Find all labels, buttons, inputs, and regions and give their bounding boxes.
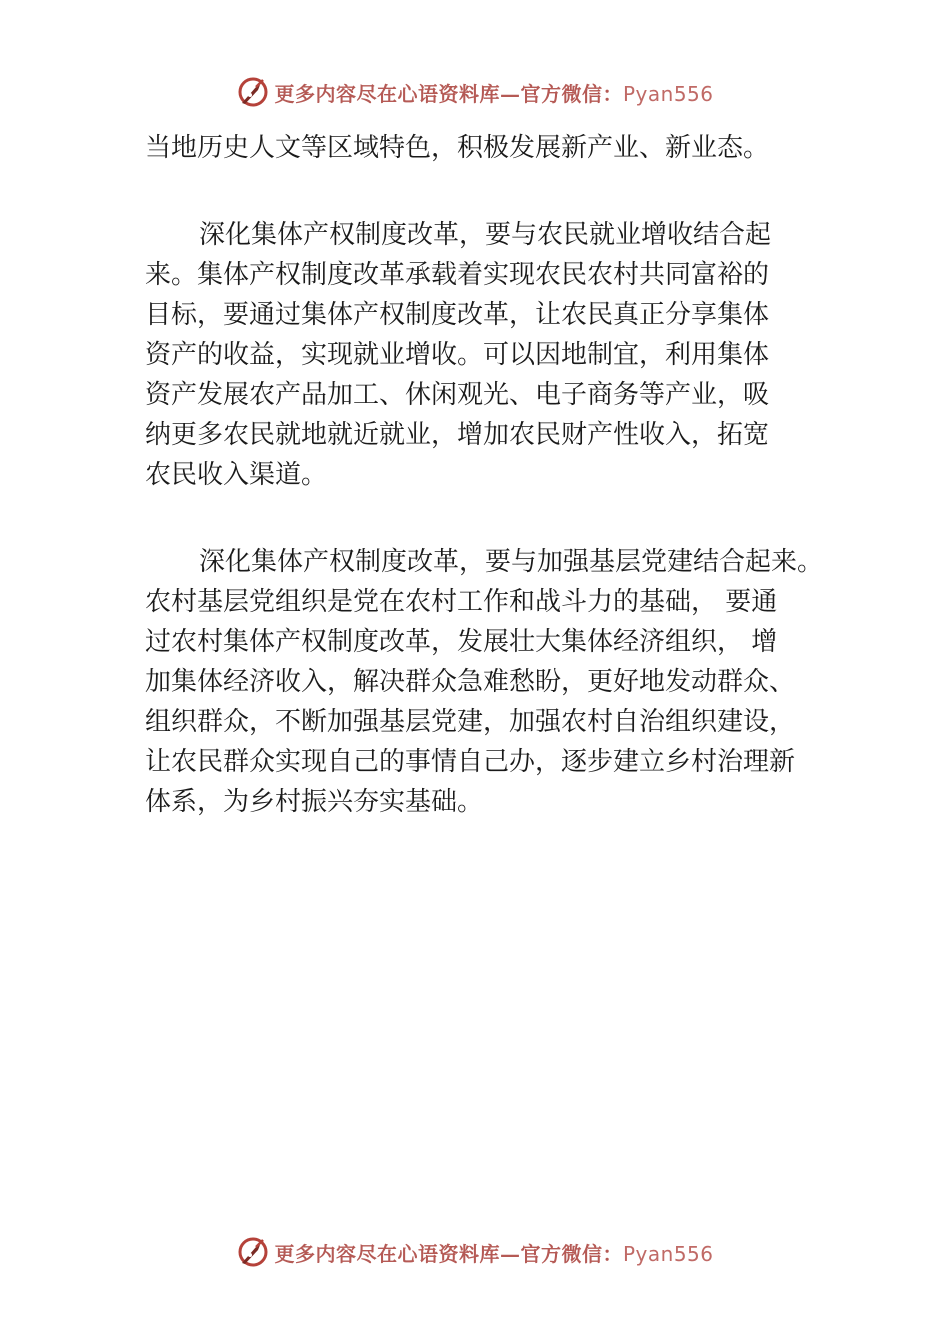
header-banner-wechat-id: Pyan556	[622, 81, 714, 106]
paragraph-1	[145, 128, 825, 168]
text-line: 来。集体产权制度改革承载着实现农民农村共同富裕的	[145, 260, 770, 290]
paragraph-2	[145, 215, 825, 495]
document-body	[145, 128, 825, 822]
text-line: 纳更多农民就地就近就业，增加农民财产性收入，拓宽	[145, 420, 770, 450]
pen-logo-icon	[236, 75, 270, 109]
paragraph-3	[145, 542, 825, 822]
footer-banner-cn: 更多内容尽在心语资料库—官方微信：	[274, 1241, 623, 1266]
text-line: 资产发展农产品加工、休闲观光、电子商务等产业，吸	[145, 380, 770, 410]
header-banner-cn: 更多内容尽在心语资料库—官方微信：	[274, 81, 623, 106]
text-line: 加集体经济收入，解决群众急难愁盼，更好地发动群众、	[145, 667, 796, 697]
text-line: 农村基层党组织是党在农村工作和战斗力的基础， 要通	[145, 587, 778, 617]
footer-banner-wechat-id: Pyan556	[622, 1241, 714, 1266]
text-line: 当地历史人文等区域特色，积极发展新产业、新业态。	[145, 133, 770, 163]
footer-banner-text	[274, 1238, 713, 1267]
text-line: 深化集体产权制度改革，要与农民就业增收结合起	[199, 220, 772, 250]
header-banner	[0, 72, 950, 112]
text-line: 组织群众，不断加强基层党建，加强农村自治组织建设，	[145, 707, 796, 737]
footer-banner	[0, 1232, 950, 1272]
header-banner-text	[274, 78, 713, 107]
text-line: 深化集体产权制度改革，要与加强基层党建结合起来。	[199, 547, 824, 577]
text-line: 体系，为乡村振兴夯实基础。	[145, 787, 484, 817]
pen-logo-icon	[236, 1235, 270, 1269]
text-line: 目标，要通过集体产权制度改革，让农民真正分享集体	[145, 300, 770, 330]
paragraph-gap	[145, 495, 825, 542]
paragraph-gap	[145, 168, 825, 215]
text-line: 资产的收益，实现就业增收。可以因地制宜，利用集体	[145, 340, 770, 370]
text-line: 过农村集体产权制度改革，发展壮大集体经济组织， 增	[145, 627, 778, 657]
text-line: 农民收入渠道。	[145, 460, 328, 490]
text-line: 让农民群众实现自己的事情自己办，逐步建立乡村治理新	[145, 747, 796, 777]
